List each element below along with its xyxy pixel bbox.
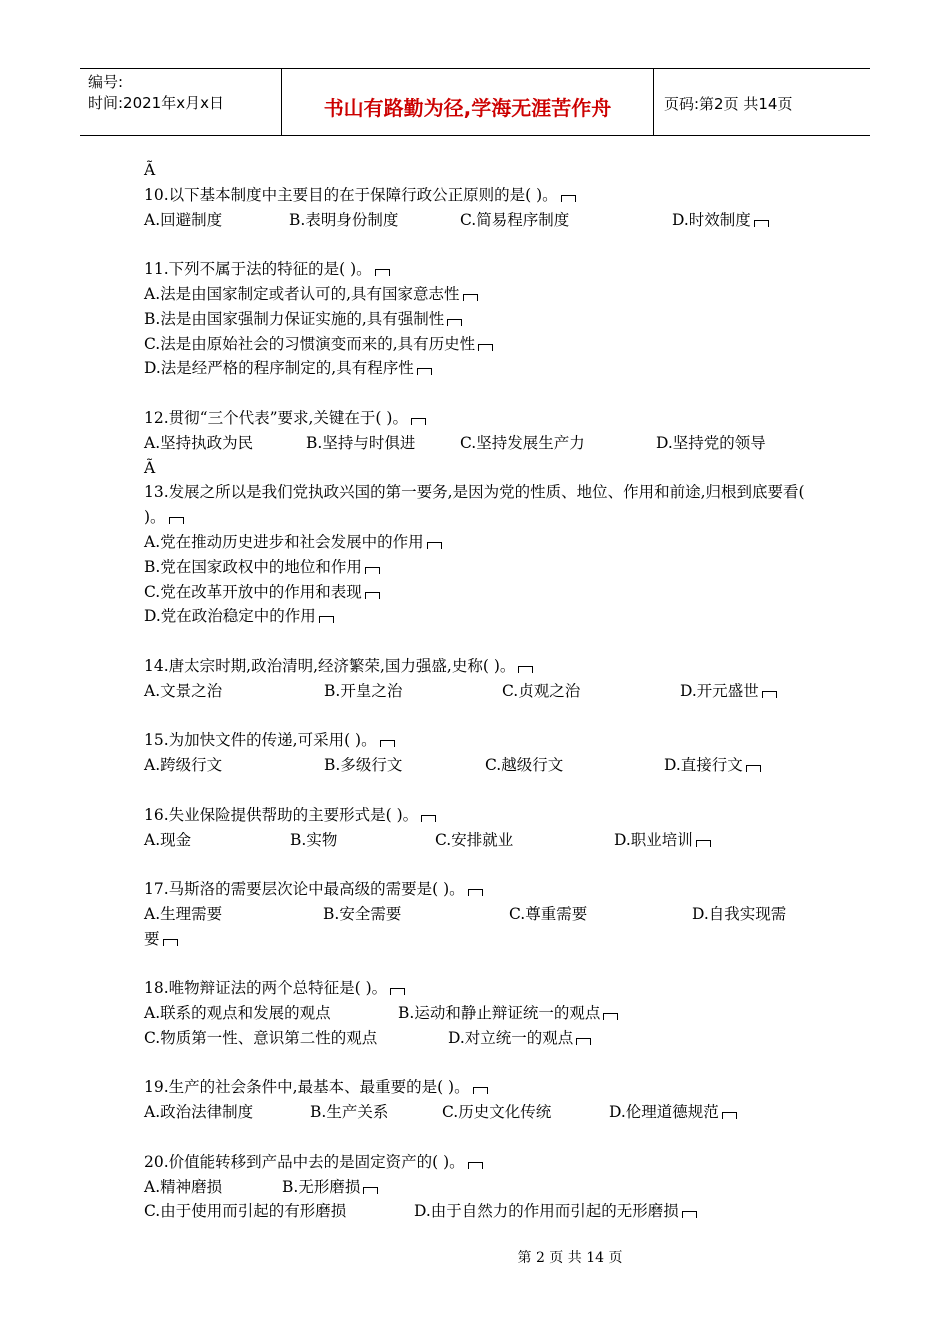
option: D.自我实现需 <box>692 904 787 923</box>
paragraph-mark-icon <box>390 988 405 995</box>
option: D.坚持党的领导 <box>656 433 766 452</box>
paragraph-mark-icon <box>478 344 493 351</box>
option: B.安全需要 <box>323 904 402 923</box>
stray-mark: Ã <box>144 458 156 477</box>
option: C.简易程序制度 <box>460 210 570 229</box>
option: C.法是由原始社会的习惯演变而来的,具有历史性 <box>144 332 814 357</box>
question-stem: 11.下列不属于法的特征的是( )。 <box>144 257 814 282</box>
paragraph-mark-icon <box>722 1112 737 1119</box>
question-stem: 18.唯物辩证法的两个总特征是( )。 <box>144 976 814 1001</box>
option: D.法是经严格的程序制定的,具有程序性 <box>144 356 814 381</box>
option-row <box>144 208 814 233</box>
option: A.现金 <box>144 830 192 849</box>
option: B.运动和静止辩证统一的观点 <box>398 1001 618 1026</box>
option: B.坚持与时俱进 <box>306 433 416 452</box>
option-row <box>144 828 814 853</box>
option-row <box>144 902 814 927</box>
paragraph-mark-icon <box>363 1187 378 1194</box>
option: A.回避制度 <box>144 210 223 229</box>
paragraph-mark-icon <box>463 294 478 301</box>
paragraph-mark-icon <box>682 1211 697 1218</box>
option: B.党在国家政权中的地位和作用 <box>144 555 814 580</box>
option-row <box>144 1001 814 1026</box>
question-stem: 12.贯彻“三个代表”要求,关键在于( )。 <box>144 406 814 431</box>
paragraph-mark-icon <box>576 1038 591 1045</box>
paragraph-mark-icon <box>365 567 380 574</box>
option: A.文景之治 <box>144 681 223 700</box>
question-stem: 16.失业保险提供帮助的主要形式是( )。 <box>144 803 814 828</box>
header-meta <box>80 69 282 135</box>
page-footer: 第 2 页 共 14 页 <box>517 1250 623 1266</box>
option: D.直接行文 <box>664 753 761 778</box>
option-continuation: 要 <box>144 927 814 952</box>
option: C.党在改革开放中的作用和表现 <box>144 580 814 605</box>
option: B.实物 <box>290 830 338 849</box>
question-stem: 15.为加快文件的传递,可采用( )。 <box>144 728 814 753</box>
paragraph-mark-icon <box>561 195 576 202</box>
option: C.尊重需要 <box>509 904 588 923</box>
stray-mark: Ã <box>144 161 156 179</box>
paragraph-mark-icon <box>319 616 334 623</box>
paragraph-mark-icon <box>163 939 178 946</box>
paragraph-mark-icon <box>746 765 761 772</box>
paragraph-mark-icon <box>603 1013 618 1020</box>
option: C.坚持发展生产力 <box>460 433 585 452</box>
paragraph-mark-icon <box>754 220 769 227</box>
option: A.法是由国家制定或者认可的,具有国家意志性 <box>144 282 814 307</box>
option: C.由于使用而引起的有形磨损 <box>144 1202 347 1221</box>
option: A.跨级行文 <box>144 756 223 775</box>
option: D.党在政治稳定中的作用 <box>144 604 814 629</box>
question-stem: 17.马斯洛的需要层次论中最高级的需要是( )。 <box>144 877 814 902</box>
paragraph-mark-icon <box>518 666 533 673</box>
header-page-label: 页码:第2页 共14页 <box>664 94 793 113</box>
question-stem: 13.发展之所以是我们党执政兴国的第一要务,是因为党的性质、地位、作用和前途,归根到底要看( )。 <box>144 483 805 527</box>
option: C.安排就业 <box>435 830 514 849</box>
number-label: 编号: <box>88 73 124 91</box>
option-row <box>144 1026 814 1051</box>
header-motto: 书山有路勤为径,学海无涯苦作舟 <box>282 69 654 135</box>
question-stem: 20.价值能转移到产品中去的是固定资产的( )。 <box>144 1150 814 1175</box>
paragraph-mark-icon <box>468 1162 483 1169</box>
option-row <box>144 753 814 778</box>
paragraph-mark-icon <box>169 517 184 524</box>
paragraph-mark-icon <box>473 1087 488 1094</box>
page-header <box>80 68 870 136</box>
option: D.对立统一的观点 <box>448 1026 591 1051</box>
option: A.坚持执政为民 <box>144 433 254 452</box>
option: D.开元盛世 <box>680 679 777 704</box>
option: C.越级行文 <box>485 756 564 775</box>
paragraph-mark-icon <box>421 815 436 822</box>
option-row <box>144 679 814 704</box>
option: A.精神磨损 <box>144 1177 223 1196</box>
option: B.无形磨损 <box>282 1175 378 1200</box>
option-row <box>144 1199 814 1224</box>
paragraph-mark-icon <box>375 269 390 276</box>
option: A.生理需要 <box>144 904 223 923</box>
option: D.伦理道德规范 <box>609 1100 737 1125</box>
option: B.表明身份制度 <box>289 210 399 229</box>
option: A.联系的观点和发展的观点 <box>144 1004 331 1023</box>
option-row <box>144 1175 814 1200</box>
option: C.历史文化传统 <box>442 1103 552 1122</box>
paragraph-mark-icon <box>427 542 442 549</box>
paragraph-mark-icon <box>417 368 432 375</box>
option: C.物质第一性、意识第二性的观点 <box>144 1028 378 1047</box>
option: B.法是由国家强制力保证实施的,具有强制性 <box>144 307 814 332</box>
option: A.政治法律制度 <box>144 1103 254 1122</box>
option: B.生产关系 <box>310 1103 389 1122</box>
option: B.多级行文 <box>324 756 403 775</box>
option-row <box>144 1100 814 1125</box>
paragraph-mark-icon <box>447 319 462 326</box>
option: D.职业培训 <box>614 828 711 853</box>
question-list <box>144 158 814 1224</box>
option: D.由于自然力的作用而引起的无形磨损 <box>414 1199 697 1224</box>
paragraph-mark-icon <box>380 740 395 747</box>
option: A.党在推动历史进步和社会发展中的作用 <box>144 530 814 555</box>
paragraph-mark-icon <box>696 840 711 847</box>
option-row <box>144 431 814 456</box>
option: D.时效制度 <box>672 208 769 233</box>
paragraph-mark-icon <box>468 889 483 896</box>
paragraph-mark-icon <box>365 592 380 599</box>
question-stem: 10.以下基本制度中主要目的在于保障行政公正原则的是( )。 <box>144 183 814 208</box>
paragraph-mark-icon <box>411 418 426 425</box>
question-stem: 19.生产的社会条件中,最基本、最重要的是( )。 <box>144 1075 814 1100</box>
option: C.贞观之治 <box>502 681 581 700</box>
paragraph-mark-icon <box>762 691 777 698</box>
question-stem: 14.唐太宗时期,政治清明,经济繁荣,国力强盛,史称( )。 <box>144 654 814 679</box>
date-label: 时间:2021年x月x日 <box>88 94 224 112</box>
option: B.开皇之治 <box>324 681 403 700</box>
